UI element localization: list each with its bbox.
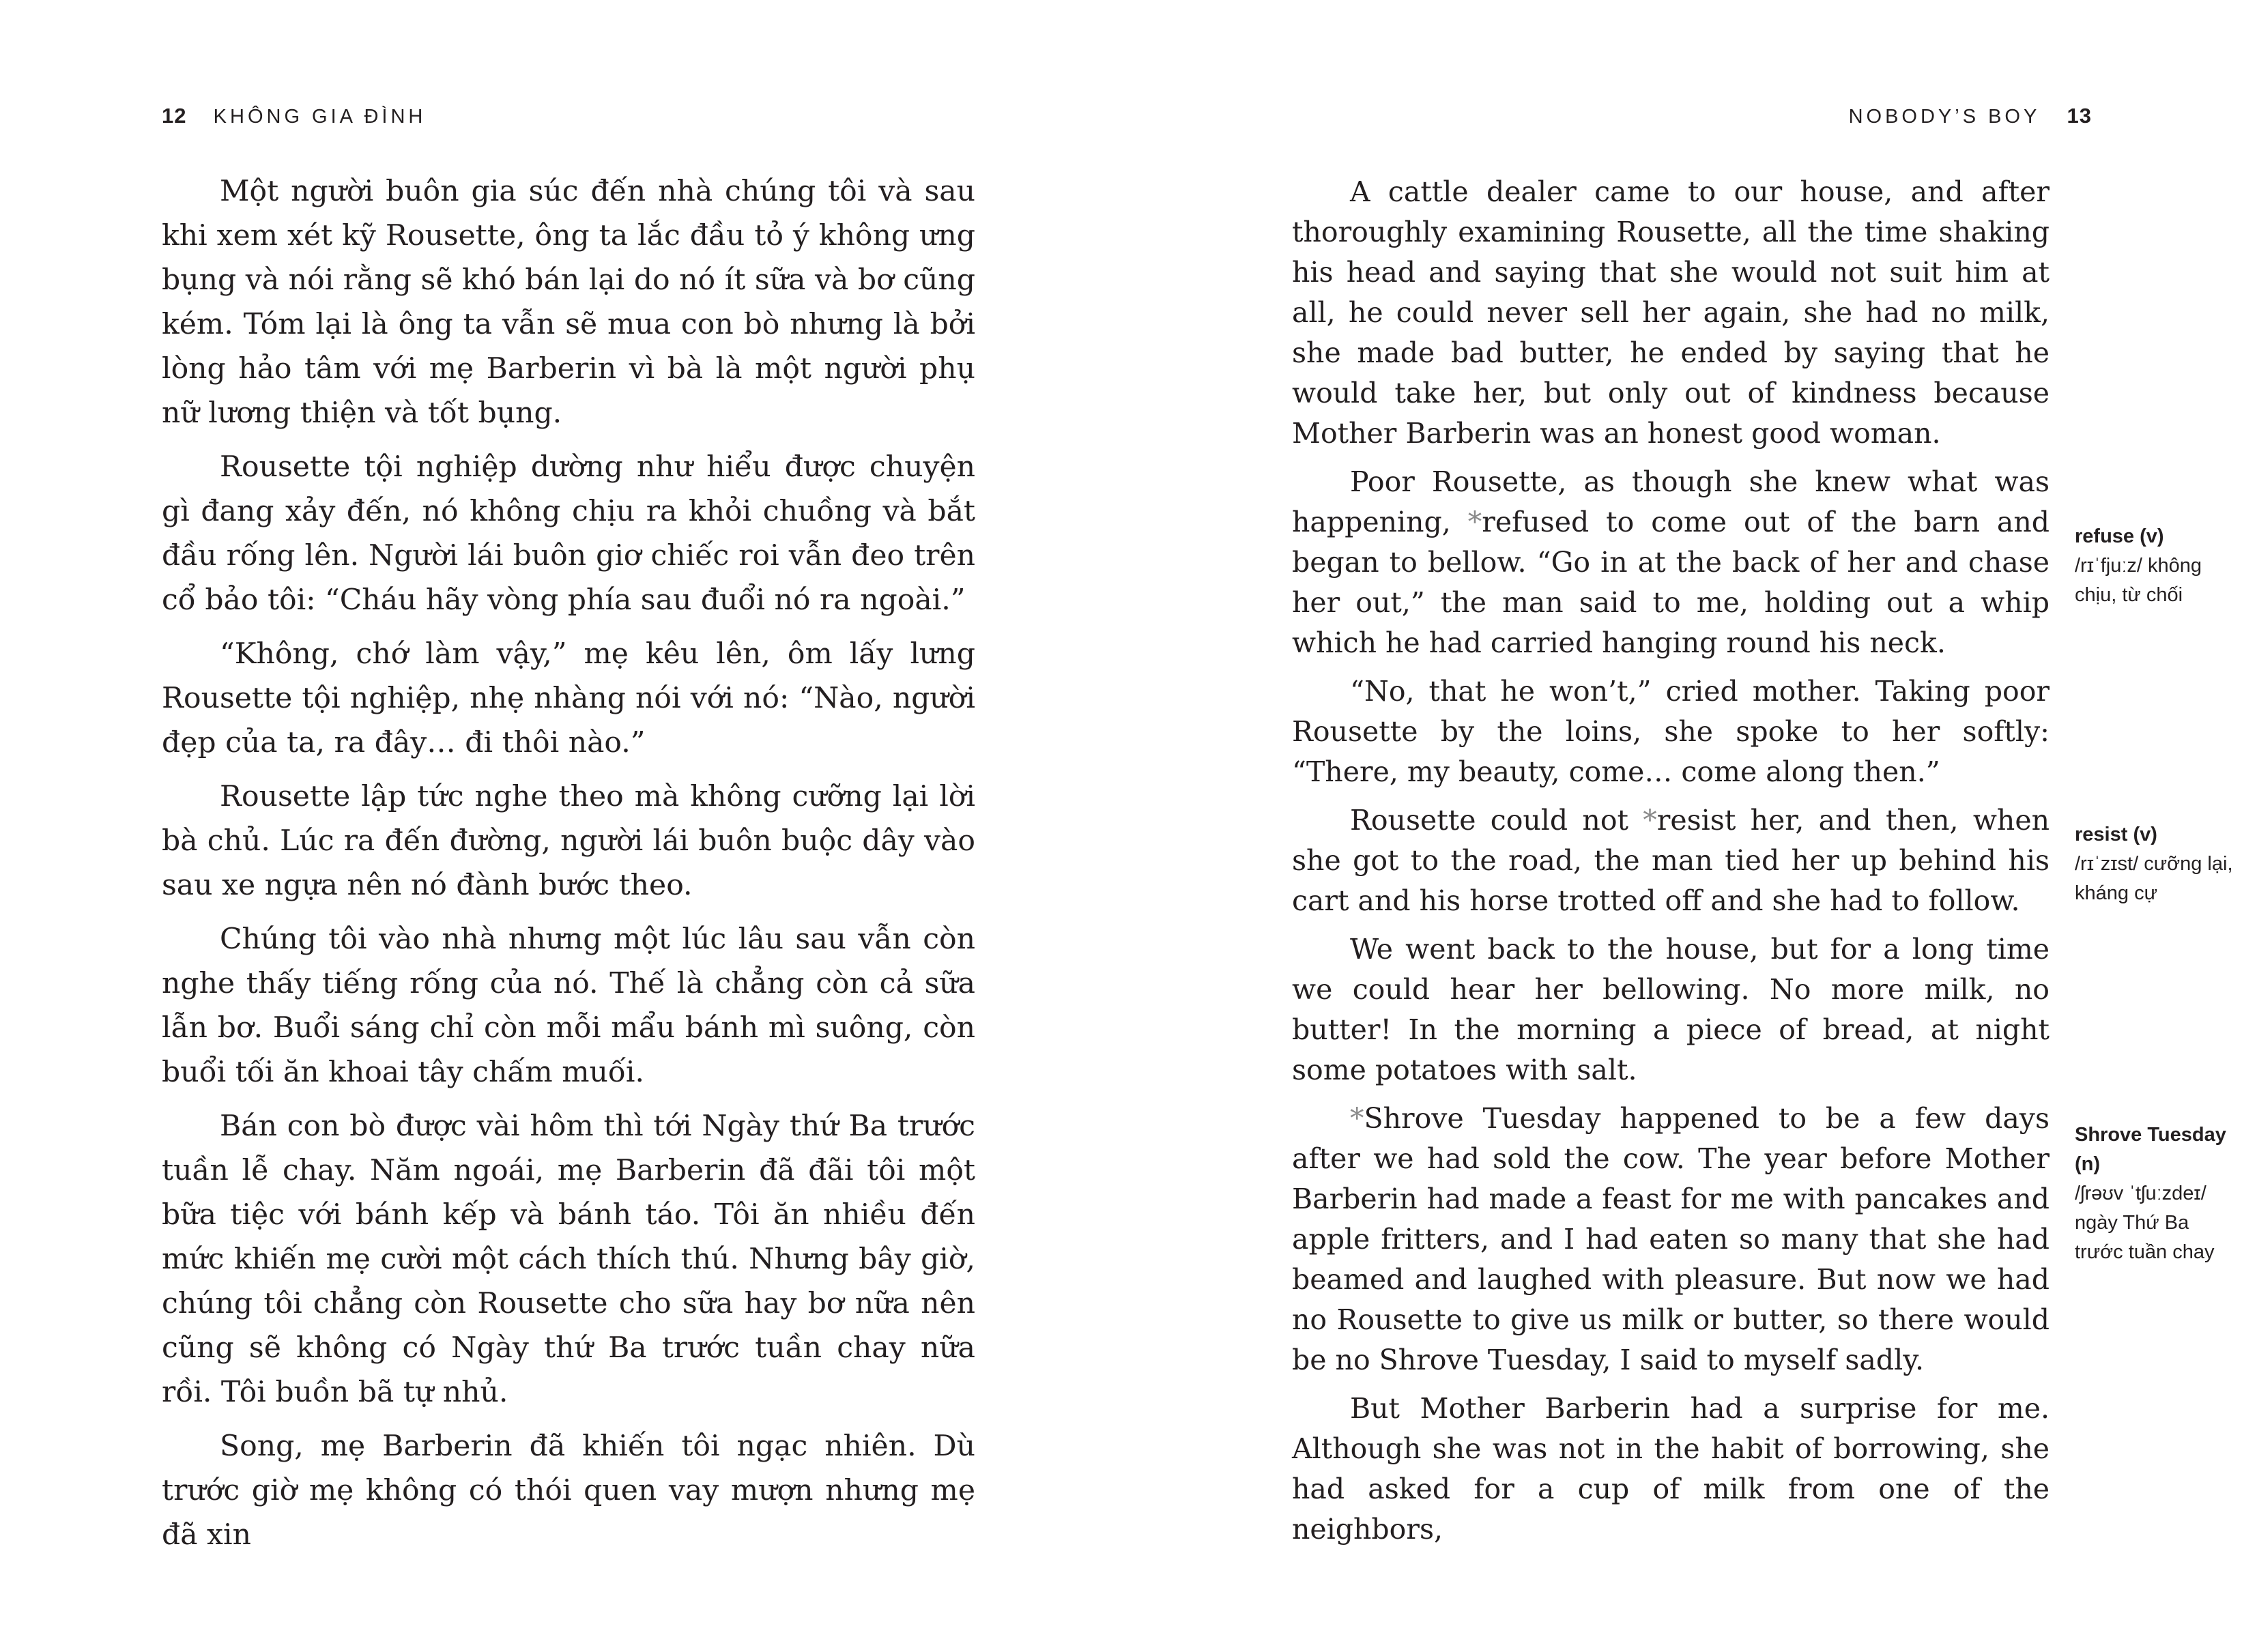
right-paragraph [1292,1099,2050,1380]
paragraph-text: Poor Rousette, as though she knew what was happening, [1292,465,2050,538]
glossary-entry-shrove-tuesday [2075,1120,2239,1267]
left-body-text [162,169,975,1567]
glossary-definition: /rɪˈfjuːz/ không chịu, từ chối [2075,555,2202,606]
paragraph-text: Shrove Tuesday happened to be a few days after we had sold the cow. The year before Mother Barberin had made a feast for me with pancakes and apple fritters, and I had eaten so many that she had beamed and laughed with pleasure. But now we had no Rousette to give us milk or butter, so there would be no Shrove Tuesday, I said to myself sadly. [1292,1102,2050,1376]
left-paragraph: “Không, chớ làm vậy,” mẹ kêu lên, ôm lấy lưng Rousette tội nghiệp, nhẹ nhàng nói với nó: “Nào, người đẹp của ta, ra đây… đi thôi nào.” [162,637,975,759]
glossary-term: Shrove Tuesday (n) [2075,1124,2226,1175]
right-paragraph: “No, that he won’t,” cried mother. Taking poor Rousette by the loins, she spoke to her softly: “There, my beauty, come… come along then.” [1292,675,2050,788]
right-paragraph: We went back to the house, but for a long time we could hear her bellowing. No more milk, no butter! In the morning a piece of bread, at night some potatoes with salt. [1292,933,2050,1086]
glossary-definition: /ʃrəʊv ˈtʃuːzdeɪ/ ngày Thứ Ba trước tuần chay [2075,1183,2215,1263]
right-page-number: 13 [2067,104,2092,128]
left-paragraph: Bán con bò được vài hôm thì tới Ngày thứ Ba trước tuần lễ chay. Năm ngoái, mẹ Barberin đã đãi tôi một bữa tiệc với bánh kếp và bánh táo. Tôi ăn nhiều đến mức khiến mẹ cười một cách thích thú. Nhưng bây giờ, chúng tôi chẳng còn Rousette cho sữa hay bơ nữa nên cũng sẽ không có Ngày thứ Ba trước tuần chay nữa rồi. Tôi buồn bã tự nhủ. [162,1110,975,1409]
left-paragraph: Rousette tội nghiệp dường như hiểu được chuyện gì đang xảy đến, nó không chịu ra khỏi chuồng và bắt đầu rống lên. Người lái buôn giơ chiếc roi vẫn đeo trên cổ bảo tôi: “Cháu hãy vòng phía sau đuổi nó ra ngoài.” [162,450,975,617]
left-running-title: KHÔNG GIA ĐÌNH [213,106,427,128]
right-paragraph [1292,462,2050,663]
left-paragraph: Một người buôn gia súc đến nhà chúng tôi và sau khi xem xét kỹ Rousette, ông ta lắc đầu tỏ ý không ưng bụng và nói rằng sẽ khó bán lại do nó ít sữa và bơ cũng kém. Tóm lại là ông ta vẫn sẽ mua con bò nhưng là bởi lòng hảo tâm với mẹ Barberin vì bà là một người phụ nữ lương thiện và tốt bụng. [162,175,975,430]
glossary-term: resist (v) [2075,824,2157,845]
right-paragraph [1292,800,2050,921]
left-paragraph: Song, mẹ Barberin đã khiến tôi ngạc nhiên. Dù trước giờ mẹ không có thói quen vay mượn nhưng mẹ đã xin [162,1430,975,1552]
right-running-title: NOBODY’S BOY [1848,106,2041,128]
glossary-definition: /rɪˈzɪst/ cưỡng lại, kháng cự [2075,853,2233,904]
glossary-entry-resist [2075,820,2239,908]
glossary-term: refuse (v) [2075,525,2164,547]
footnote-star: * [1467,506,1482,538]
left-page-number: 12 [162,104,187,128]
left-running-head [162,102,426,130]
right-page [1128,0,2257,1652]
right-running-head [1849,102,2092,130]
right-body-text [1292,172,2050,1558]
right-paragraph: A cattle dealer came to our house, and after thoroughly examining Rousette, all the time shaking his head and saying that she would not suit him at all, he could never sell her again, she had no milk, she made bad butter, he ended by saying that he would take her, but only out of kindness because Mother Barberin was an honest good woman. [1292,175,2050,450]
right-paragraph: But Mother Barberin had a surprise for me. Although she was not in the habit of borrowing, she had asked for a cup of milk from one of the neighbors, [1292,1392,2050,1546]
left-page [0,0,1128,1652]
footnote-star: * [1350,1102,1364,1135]
paragraph-text: Rousette could not [1350,804,1643,837]
footnote-star: * [1643,804,1657,837]
glossary-entry-refuse [2075,522,2239,610]
left-paragraph: Chúng tôi vào nhà nhưng một lúc lâu sau vẫn còn nghe thấy tiếng rống của nó. Thế là chẳng còn cả sữa lẫn bơ. Buổi sáng chỉ còn mỗi mẩu bánh mì suông, còn buổi tối ăn khoai tây chấm muối. [162,923,975,1089]
paragraph-text: resist her, and then, when she got to the road, the man tied her up behind his cart and his horse trotted off and she had to follow. [1292,804,2050,917]
paragraph-text: refused to come out of the barn and began to bellow. “Go in at the back of her and chase her out,” the man said to me, holding out a whip which he had carried hanging round his neck. [1292,506,2050,659]
left-paragraph: Rousette lập tức nghe theo mà không cưỡng lại lời bà chủ. Lúc ra đến đường, người lái buôn buộc dây vào sau xe ngựa nên nó đành bước theo. [162,780,975,902]
